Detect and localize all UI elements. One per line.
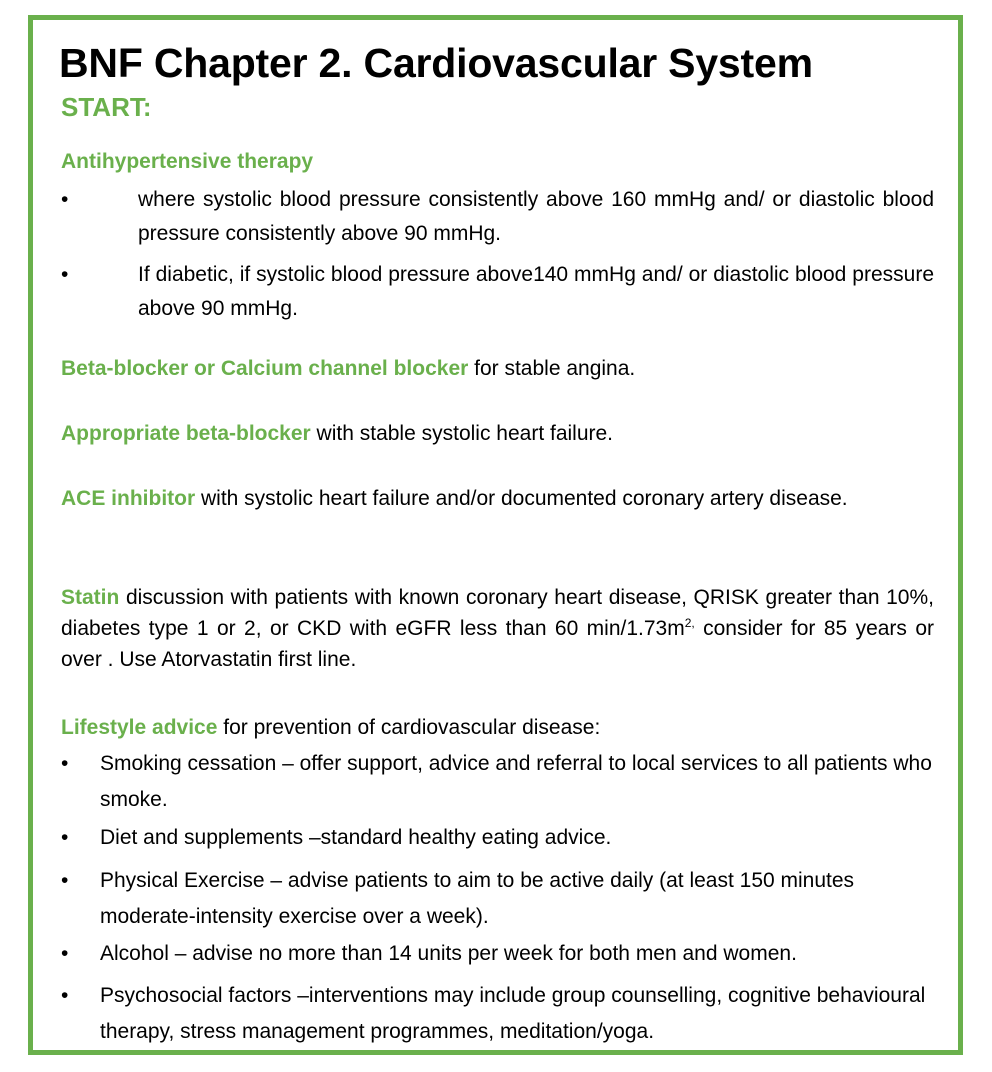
statin-paragraph	[61, 582, 934, 675]
bullet-icon: •	[61, 826, 69, 849]
document-frame	[28, 15, 963, 1055]
beta-calcium-paragraph	[61, 353, 934, 384]
list-item-text: where systolic blood pressure consistently above 160 mmHg and/ or diastolic blood pressure consistently above 90 mmHg.	[138, 188, 934, 245]
list-item-text: If diabetic, if systolic blood pressure above140 mmHg and/ or diastolic blood pressure above 90 mmHg.	[138, 263, 934, 320]
beta-calcium-text: for stable angina.	[468, 357, 636, 380]
list-item-text: Alcohol – advise no more than 14 units per week for both men and women.	[100, 942, 797, 965]
bullet-icon: •	[61, 188, 69, 211]
appropriate-beta-paragraph	[61, 418, 934, 449]
lifestyle-highlight: Lifestyle advice	[61, 716, 218, 739]
statin-superscript: 2,	[684, 616, 695, 630]
statin-text-a: discussion with patients with known coronary heart disease, QRISK greater than 10%, diabetes type 1 or 2, or CKD with eGFR less than 60 min/1.73m	[61, 586, 934, 640]
statin-highlight: Statin	[61, 586, 120, 609]
list-item-text: Psychosocial factors –interventions may include group counselling, cognitive behavioural therapy, stress management programmes, meditation/yoga.	[100, 984, 926, 1043]
bullet-icon: •	[61, 942, 69, 965]
start-label: START:	[61, 92, 152, 122]
antihypertensive-heading: Antihypertensive therapy	[61, 150, 314, 173]
bullet-icon: •	[61, 984, 69, 1007]
appropriate-beta-highlight: Appropriate beta-blocker	[61, 422, 311, 445]
list-item	[61, 820, 934, 856]
list-item	[61, 978, 934, 1050]
beta-calcium-highlight: Beta-blocker or Calcium channel blocker	[61, 357, 469, 380]
ace-text: with systolic heart failure and/or documented coronary artery disease.	[195, 487, 848, 510]
list-item-text: Physical Exercise – advise patients to aim to be active daily (at least 150 minutes moderate-intensity exercise over a week).	[100, 869, 855, 928]
list-item-text: Smoking cessation – offer support, advice and referral to local services to all patients who smoke.	[100, 752, 932, 811]
lifestyle-text: for prevention of cardiovascular disease:	[217, 716, 601, 739]
list-item	[61, 863, 934, 935]
list-item	[61, 936, 934, 972]
statin-text-b: consider for 85 years or over . Use Atorvastatin first line.	[61, 617, 934, 671]
bullet-icon: •	[61, 752, 69, 775]
ace-highlight: ACE inhibitor	[61, 487, 196, 510]
ace-paragraph	[61, 483, 934, 514]
bullet-icon: •	[61, 869, 69, 892]
list-item-text: Diet and supplements –standard healthy eating advice.	[100, 826, 612, 849]
list-item	[61, 183, 934, 251]
appropriate-beta-text: with stable systolic heart failure.	[310, 422, 614, 445]
bullet-icon: •	[61, 263, 69, 286]
page-title: BNF Chapter 2. Cardiovascular System	[59, 40, 813, 86]
list-item	[61, 746, 934, 818]
list-item	[61, 258, 934, 326]
lifestyle-paragraph	[61, 712, 934, 743]
